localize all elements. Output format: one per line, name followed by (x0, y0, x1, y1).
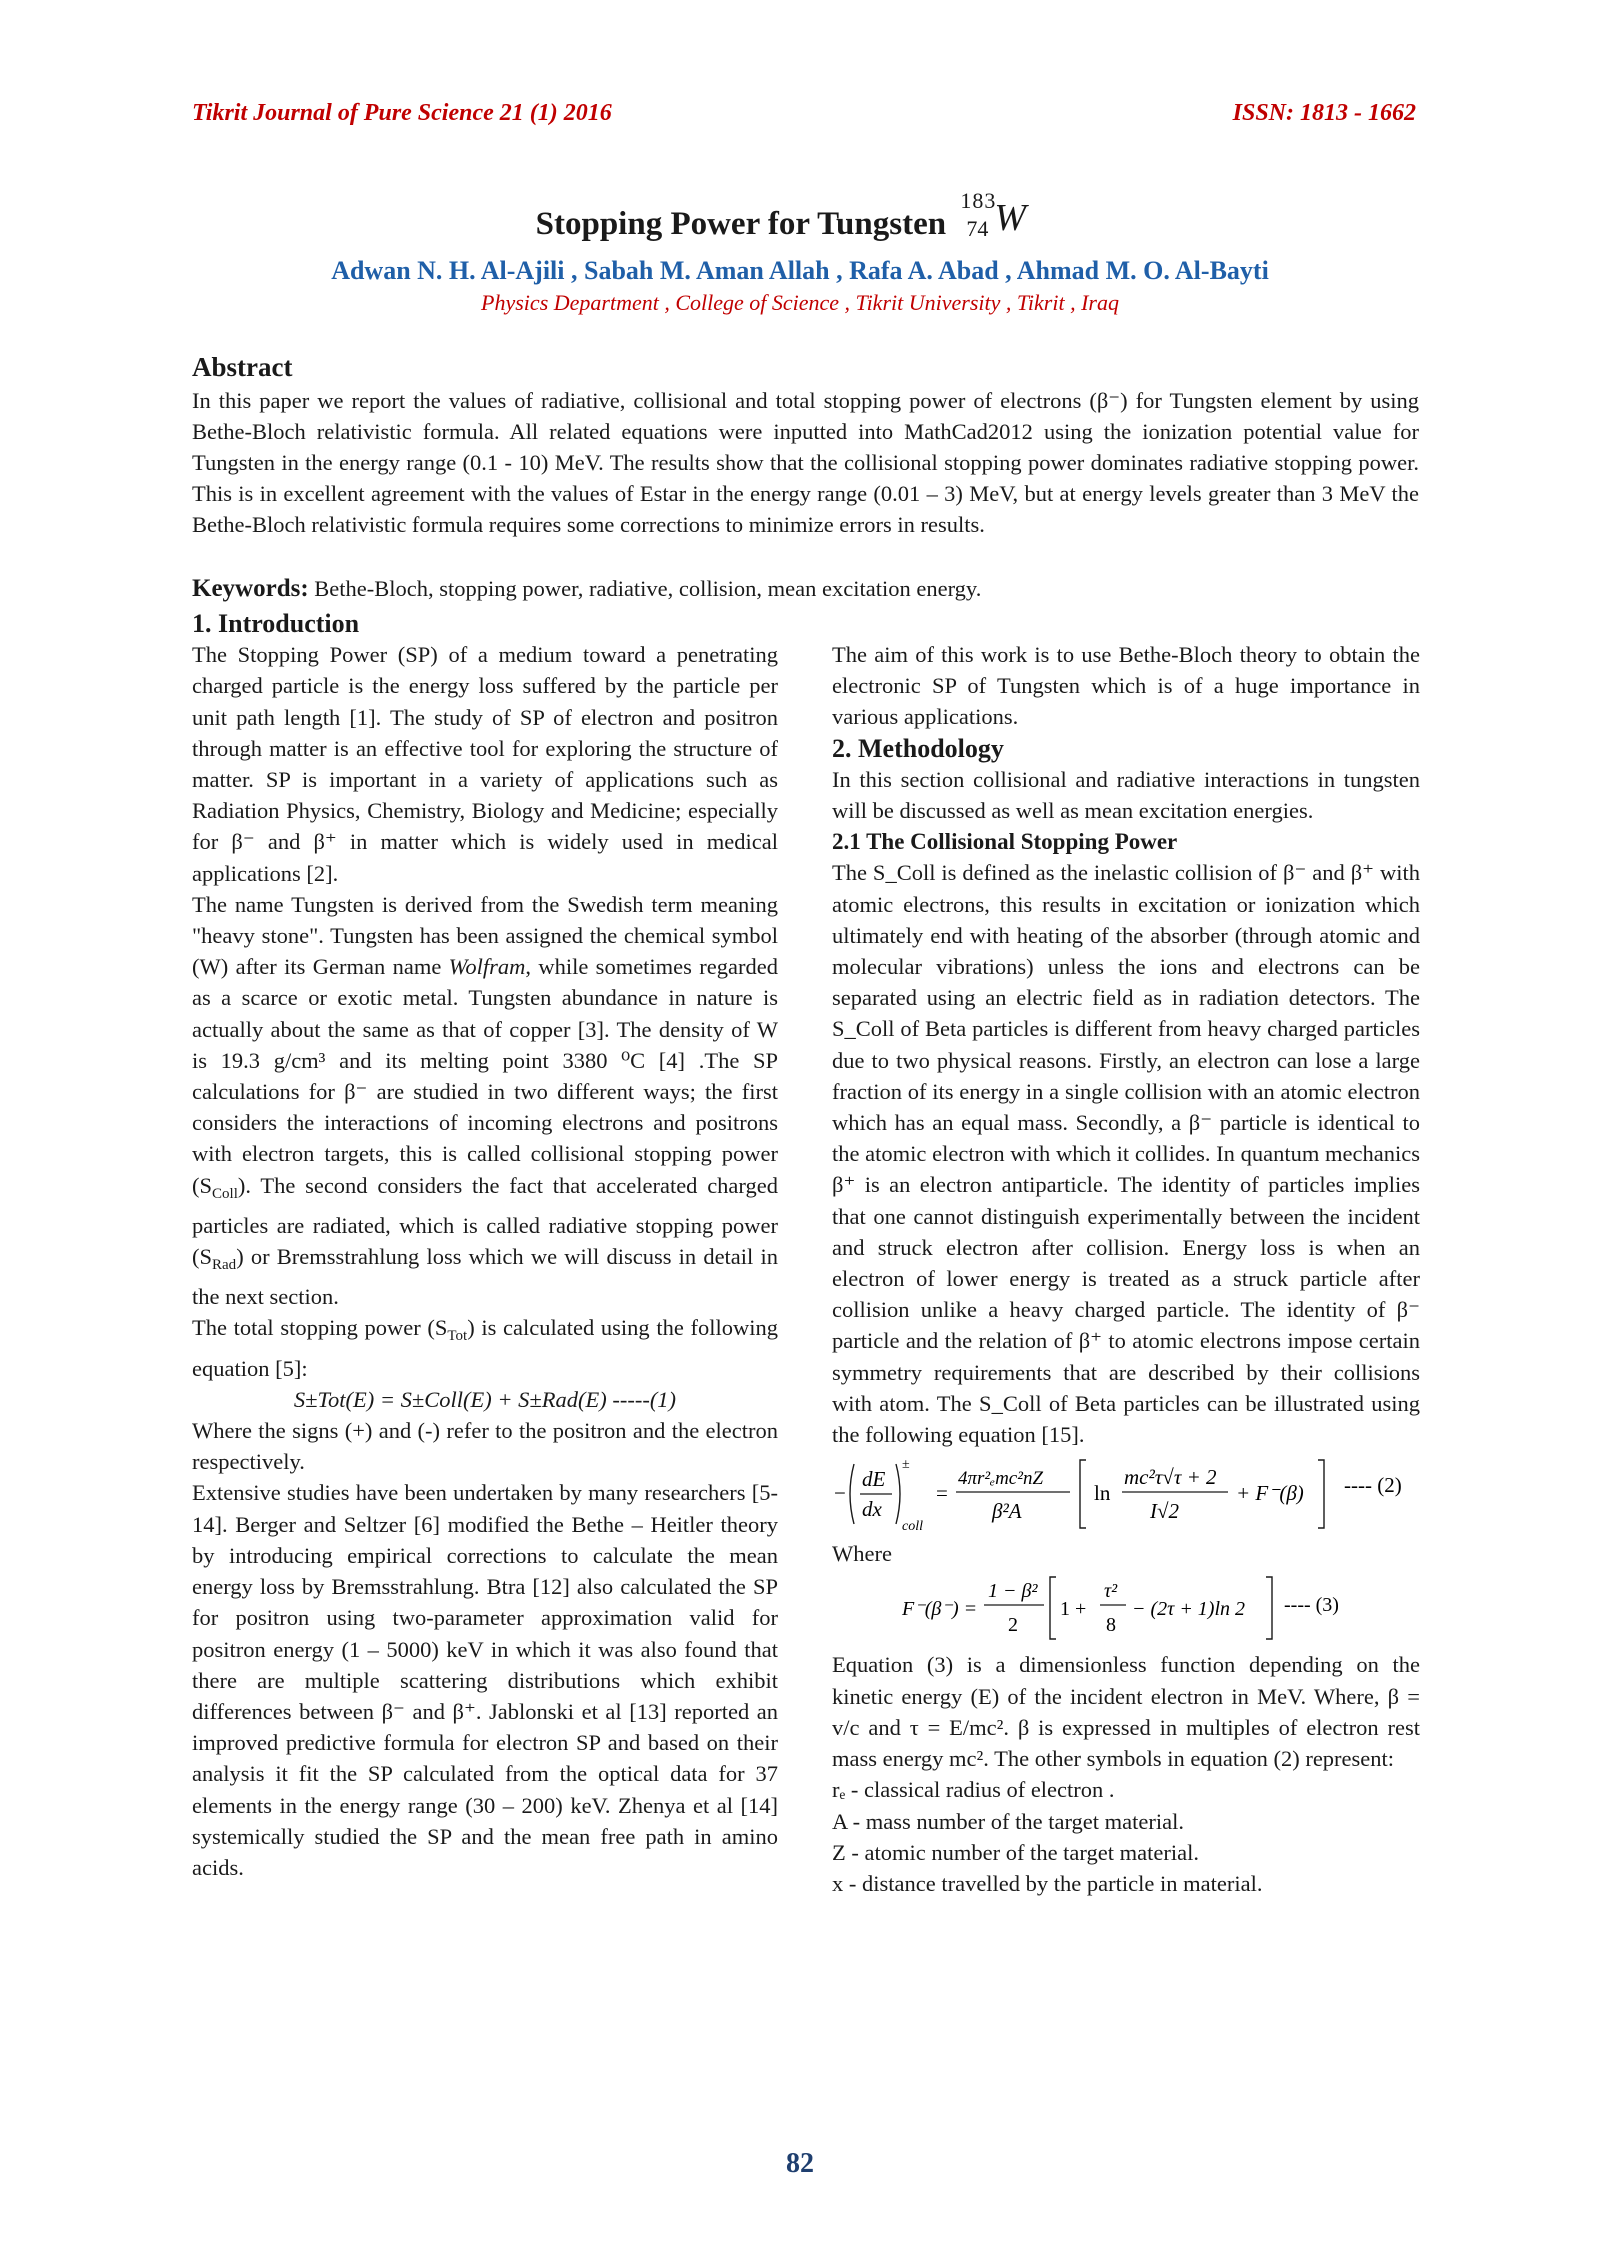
equation-2 (832, 1450, 1420, 1538)
svg-text:mc²τ√τ + 2: mc²τ√τ + 2 (1124, 1465, 1217, 1490)
svg-text:1 +: 1 + (1060, 1598, 1087, 1621)
intro-paragraph-4: Where the signs (+) and (-) refer to the positron and the electron respectively. (192, 1418, 778, 1475)
where-label: Where (832, 1541, 892, 1567)
wolfram-term: Wolfram (448, 954, 526, 980)
title-text: Stopping Power for Tungsten (535, 206, 947, 242)
equation-3-explanation: Equation (3) is a dimensionless function depending on the kinetic energy (E) of the incident electron in MeV. Where, β = v/c and τ = E/mc². β is expressed in multiples of electron rest mass energy mc². The other symbols in equation (2) represent: (832, 1652, 1420, 1772)
collisional-subheading: 2.1 The Collisional Stopping Power (832, 829, 1178, 855)
svg-text:1 − β²: 1 − β² (988, 1580, 1038, 1603)
svg-text:τ²: τ² (1104, 1580, 1118, 1603)
authors: Adwan N. H. Al-Ajili , Sabah M. Aman Allah , Rafa A. Abad , Ahmad M. O. Al-Bayti (331, 256, 1269, 285)
introduction-heading: 1. Introduction (192, 609, 360, 638)
intro-paragraph-3: The total stopping power $(S_{Tot})$ is calculated using the following equation [5]: (192, 1315, 778, 1381)
svg-text:8: 8 (1106, 1614, 1116, 1637)
eq2-label: ---- (2) (1344, 1473, 1402, 1498)
svg-text:4πr²ₑmc²nZ: 4πr²ₑmc²nZ (958, 1468, 1044, 1490)
isotope-symbol: W (994, 197, 1027, 239)
svg-text:=: = (936, 1481, 948, 1506)
right-column (832, 639, 1420, 1899)
svg-text:−: − (834, 1481, 846, 1506)
collisional-paragraph: The S_Coll is defined as the inelastic collision of β⁻ and β⁺ with atomic electrons, this results in excitation or ionization which ultimately end with heating of the absorber (through atomic and molecular vibrations) unless the ions and electrons can be separated using an electric field as in radiation detectors. The S_Coll of Beta particles is different from heavy charged particles due to two physical reasons. Firstly, an electron can lose a large fraction of its energy in a single collision with an atomic electron which has an equal mass. Secondly, a β⁻ particle is identical to the atomic electron with which it collides. In quantum mechanics β⁺ is an electron antiparticle. The identity of particles implies that one cannot distinguish experimentally between the incident and struck electron after collision. Energy loss is when an electron of lower energy is treated as a struck particle after collision unlike a heavy charged particle. The identity of β⁻ particle and the relation of β⁺ to atomic electrons impose certain symmetry requirements that are described by their collisions with atom. The S_Coll of Beta particles can be illustrated using the following equation [15]. (832, 860, 1420, 1448)
paper-title (0, 188, 1600, 243)
svg-text:±: ± (902, 1457, 910, 1473)
left-column (192, 608, 778, 1883)
svg-text:β²A: β²A (992, 1499, 1022, 1524)
aim-paragraph: The aim of this work is to use Bethe-Bloch theory to obtain the electronic SP of Tungsten which is of a huge importance in various applications. (832, 642, 1420, 730)
svg-text:2: 2 (1008, 1614, 1018, 1637)
methodology-paragraph: In this section collisional and radiative interactions in tungsten will be discussed as well as mean excitation energies. (832, 766, 1420, 824)
equation-3 (832, 1569, 1420, 1649)
svg-text:I√2: I√2 (1150, 1499, 1180, 1524)
definition-item: A - mass number of the target material. (832, 1808, 1184, 1834)
eq3-label: ---- (3) (1284, 1594, 1339, 1617)
intro-paragraph-5: Extensive studies have been undertaken by many researchers [5-14]. Berger and Seltzer [6] modified the Bethe – Heitler theory by introducing empirical corrections to calculate the mean energy loss by Bremsstrahlung. Btra [12] also calculated the SP for positron using two-parameter approximation valid for positron energy (1 – 5000) keV in which it was also found that there are multiple scattering distributions which exhibit differences between β⁻ and β⁺. Jablonski et al [13] reported an improved predictive formula for electron SP and based on their analysis it fit the SP calculated from the optical data for 37 elements in the energy range (30 – 200) keV. Zhenya et al [14] systemically studied the SP and the mean free path in amino acids. (192, 1480, 778, 1880)
svg-text:dx: dx (862, 1497, 882, 1522)
keywords-label: Keywords: (192, 575, 309, 602)
svg-text:dE: dE (862, 1467, 886, 1492)
abstract-text: In this paper we report the values of radiative, collisional and total stopping power of electrons (β⁻) for Tungsten element by using Bethe-Bloch relativistic formula. All related equations were inputted into MathCad2012 using the ionization potential value for Tungsten in the energy range (0.1 - 10) MeV. The results show that the collisional stopping power dominates radiative stopping power. This is in excellent agreement with the values of Estar in the energy range (0.01 – 3) MeV, but at energy levels greater than 3 MeV the Bethe-Bloch relativistic formula requires some corrections to minimize errors in results. (192, 388, 1419, 537)
isotope-mass: 183 (960, 188, 997, 213)
issn-header: ISSN: 1813 - 1662 (1232, 100, 1416, 126)
definition-item: rₑ - classical radius of electron . (832, 1777, 1115, 1803)
equation-1: S±Tot(E) = S±Coll(E) + S±Rad(E) -----(1) (293, 1386, 677, 1412)
journal-header: Tikrit Journal of Pure Science 21 (1) 2016 (192, 100, 612, 126)
keywords (192, 575, 1419, 603)
definition-item: x - distance travelled by the particle in material. (832, 1870, 1263, 1896)
svg-text:F⁻(β⁻) =: F⁻(β⁻) = (902, 1598, 978, 1621)
svg-text:− (2τ + 1)ln 2: − (2τ + 1)ln 2 (1132, 1598, 1246, 1621)
isotope-number: 74 (966, 216, 989, 241)
definition-item: Z - atomic number of the target material. (832, 1839, 1199, 1865)
page-number: 82 (786, 2148, 814, 2179)
methodology-heading: 2. Methodology (832, 733, 1004, 763)
affiliation: Physics Department , College of Science , Tikrit University , Tikrit , Iraq (481, 290, 1119, 315)
svg-text:ln: ln (1094, 1481, 1111, 1506)
abstract-heading: Abstract (192, 352, 293, 382)
isotope-notation (954, 188, 1064, 242)
intro-paragraph-1: The Stopping Power (SP) of a medium toward a penetrating charged particle is the energy loss suffered by the particle per unit path length [1]. The study of SP of electron and positron through matter is an effective tool for exploring the structure of matter. SP is important in a variety of applications such as Radiation Physics, Chemistry, Biology and Medicine; especially for β⁻ and β⁺ in matter which is widely used in medical applications [2]. (192, 642, 778, 886)
symbol-definitions (832, 1774, 1420, 1899)
intro-paragraph-2: The name Tungsten is derived from the Swedish term meaning "heavy stone". Tungsten has been assigned the chemical symbol (W) after its German name Wolfram, while sometimes regarded as a scarce or exotic metal. Tungsten abundance in nature is actually about the same as that of copper [3]. The density of W is 19.3 g/cm³ and its melting point 3380 ⁰C [4] .The SP calculations for β⁻ are studied in two different ways; the first considers the interactions of incoming electrons and positrons with electron targets, this is called collisional stopping power $(S_{Coll})$. The second considers the fact that accelerated charged particles are radiated, which is called radiative stopping power $(S_{Rad})$ or Bremsstrahlung loss which we will discuss in detail in the next section. (192, 891, 778, 1310)
keywords-text: Bethe-Bloch, stopping power, radiative, collision, mean excitation energy. (308, 576, 982, 601)
svg-text:+ F⁻(β): + F⁻(β) (1236, 1481, 1304, 1506)
svg-text:coll: coll (902, 1519, 923, 1535)
